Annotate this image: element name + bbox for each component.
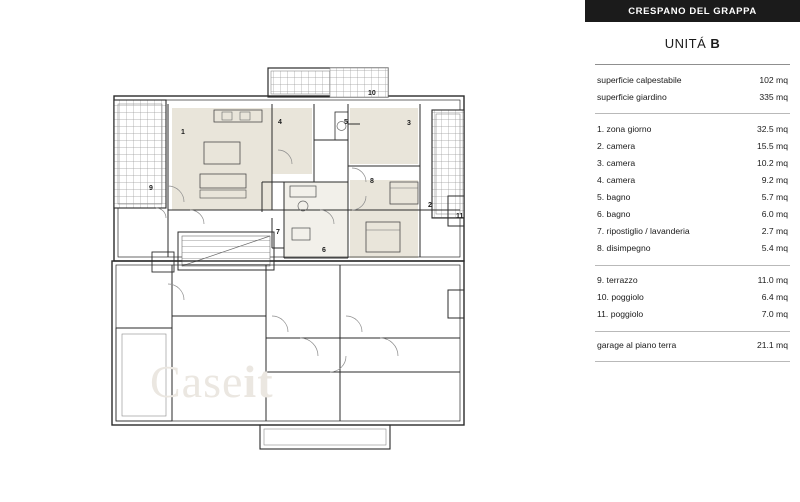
room-label: 1. zona giorno — [597, 123, 652, 134]
room-value: 5.7 mq — [761, 191, 788, 202]
list-item — [595, 72, 790, 89]
summary-group — [595, 65, 790, 113]
watermark-bold: it — [243, 356, 274, 407]
list-item — [595, 224, 790, 241]
room-value: 10.2 mq — [756, 157, 788, 168]
summary-label: superficie giardino — [597, 91, 667, 102]
room-value: 6.0 mq — [761, 209, 788, 220]
outdoor-value: 6.4 mq — [761, 292, 788, 303]
room-label-7: 7 — [276, 229, 280, 236]
room-label: 8. disimpegno — [597, 243, 651, 254]
room-label-4: 4 — [278, 119, 282, 126]
room-value: 2.7 mq — [761, 226, 788, 237]
unit-heading — [595, 22, 790, 64]
outdoor-label: 9. terrazzo — [597, 275, 638, 286]
room-value: 32.5 mq — [756, 123, 788, 134]
room-label: 4. camera — [597, 174, 636, 185]
page-title: CRESPANO DEL GRAPPA — [628, 5, 757, 17]
room-label: 7. ripostiglio / lavanderia — [597, 226, 690, 237]
list-item — [595, 138, 790, 155]
room-label-8: 8 — [370, 178, 374, 185]
watermark-light: Case — [150, 356, 244, 407]
rooms-group — [595, 114, 790, 265]
room-label-5: 5 — [344, 119, 348, 126]
header-bar — [585, 0, 800, 22]
list-item — [595, 189, 790, 206]
list-item — [595, 290, 790, 307]
room-label-2: 2 — [428, 202, 432, 209]
extra-value: 21.1 mq — [756, 340, 788, 351]
list-item — [595, 121, 790, 138]
list-item — [595, 155, 790, 172]
extra-label: garage al piano terra — [597, 340, 677, 351]
list-item — [595, 172, 790, 189]
room-label-3: 3 — [407, 120, 411, 127]
room-value: 9.2 mq — [761, 174, 788, 185]
outdoor-value: 7.0 mq — [761, 309, 788, 320]
room-label-1: 1 — [181, 129, 185, 136]
unit-letter: B — [710, 36, 721, 51]
room-value: 5.4 mq — [761, 243, 788, 254]
summary-value: 335 mq — [759, 91, 788, 102]
room-label: 3. camera — [597, 157, 636, 168]
info-panel — [585, 22, 800, 502]
outdoor-group — [595, 266, 790, 331]
room-label: 6. bagno — [597, 209, 631, 220]
plan-geometry — [112, 68, 464, 449]
room-label-9: 9 — [149, 185, 153, 192]
list-item — [595, 338, 790, 355]
outdoor-label: 11. poggiolo — [597, 309, 644, 320]
list-item — [595, 273, 790, 290]
room-value: 15.5 mq — [756, 140, 788, 151]
list-item — [595, 206, 790, 223]
room-label-6: 6 — [322, 247, 326, 254]
extra-group — [595, 332, 790, 361]
divider-5 — [595, 361, 790, 362]
unit-prefix: UNITÁ — [664, 36, 711, 51]
outdoor-value: 11.0 mq — [757, 275, 788, 286]
list-item — [595, 241, 790, 258]
room-label: 5. bagno — [597, 191, 631, 202]
list-item — [595, 89, 790, 106]
list-item — [595, 307, 790, 324]
outdoor-label: 10. poggiolo — [597, 292, 644, 303]
room-label-11: 11 — [456, 213, 464, 220]
summary-value: 102 mq — [759, 74, 788, 85]
room-label: 2. camera — [597, 140, 636, 151]
summary-label: superficie calpestabile — [597, 74, 682, 85]
room-label-10: 10 — [368, 90, 376, 97]
